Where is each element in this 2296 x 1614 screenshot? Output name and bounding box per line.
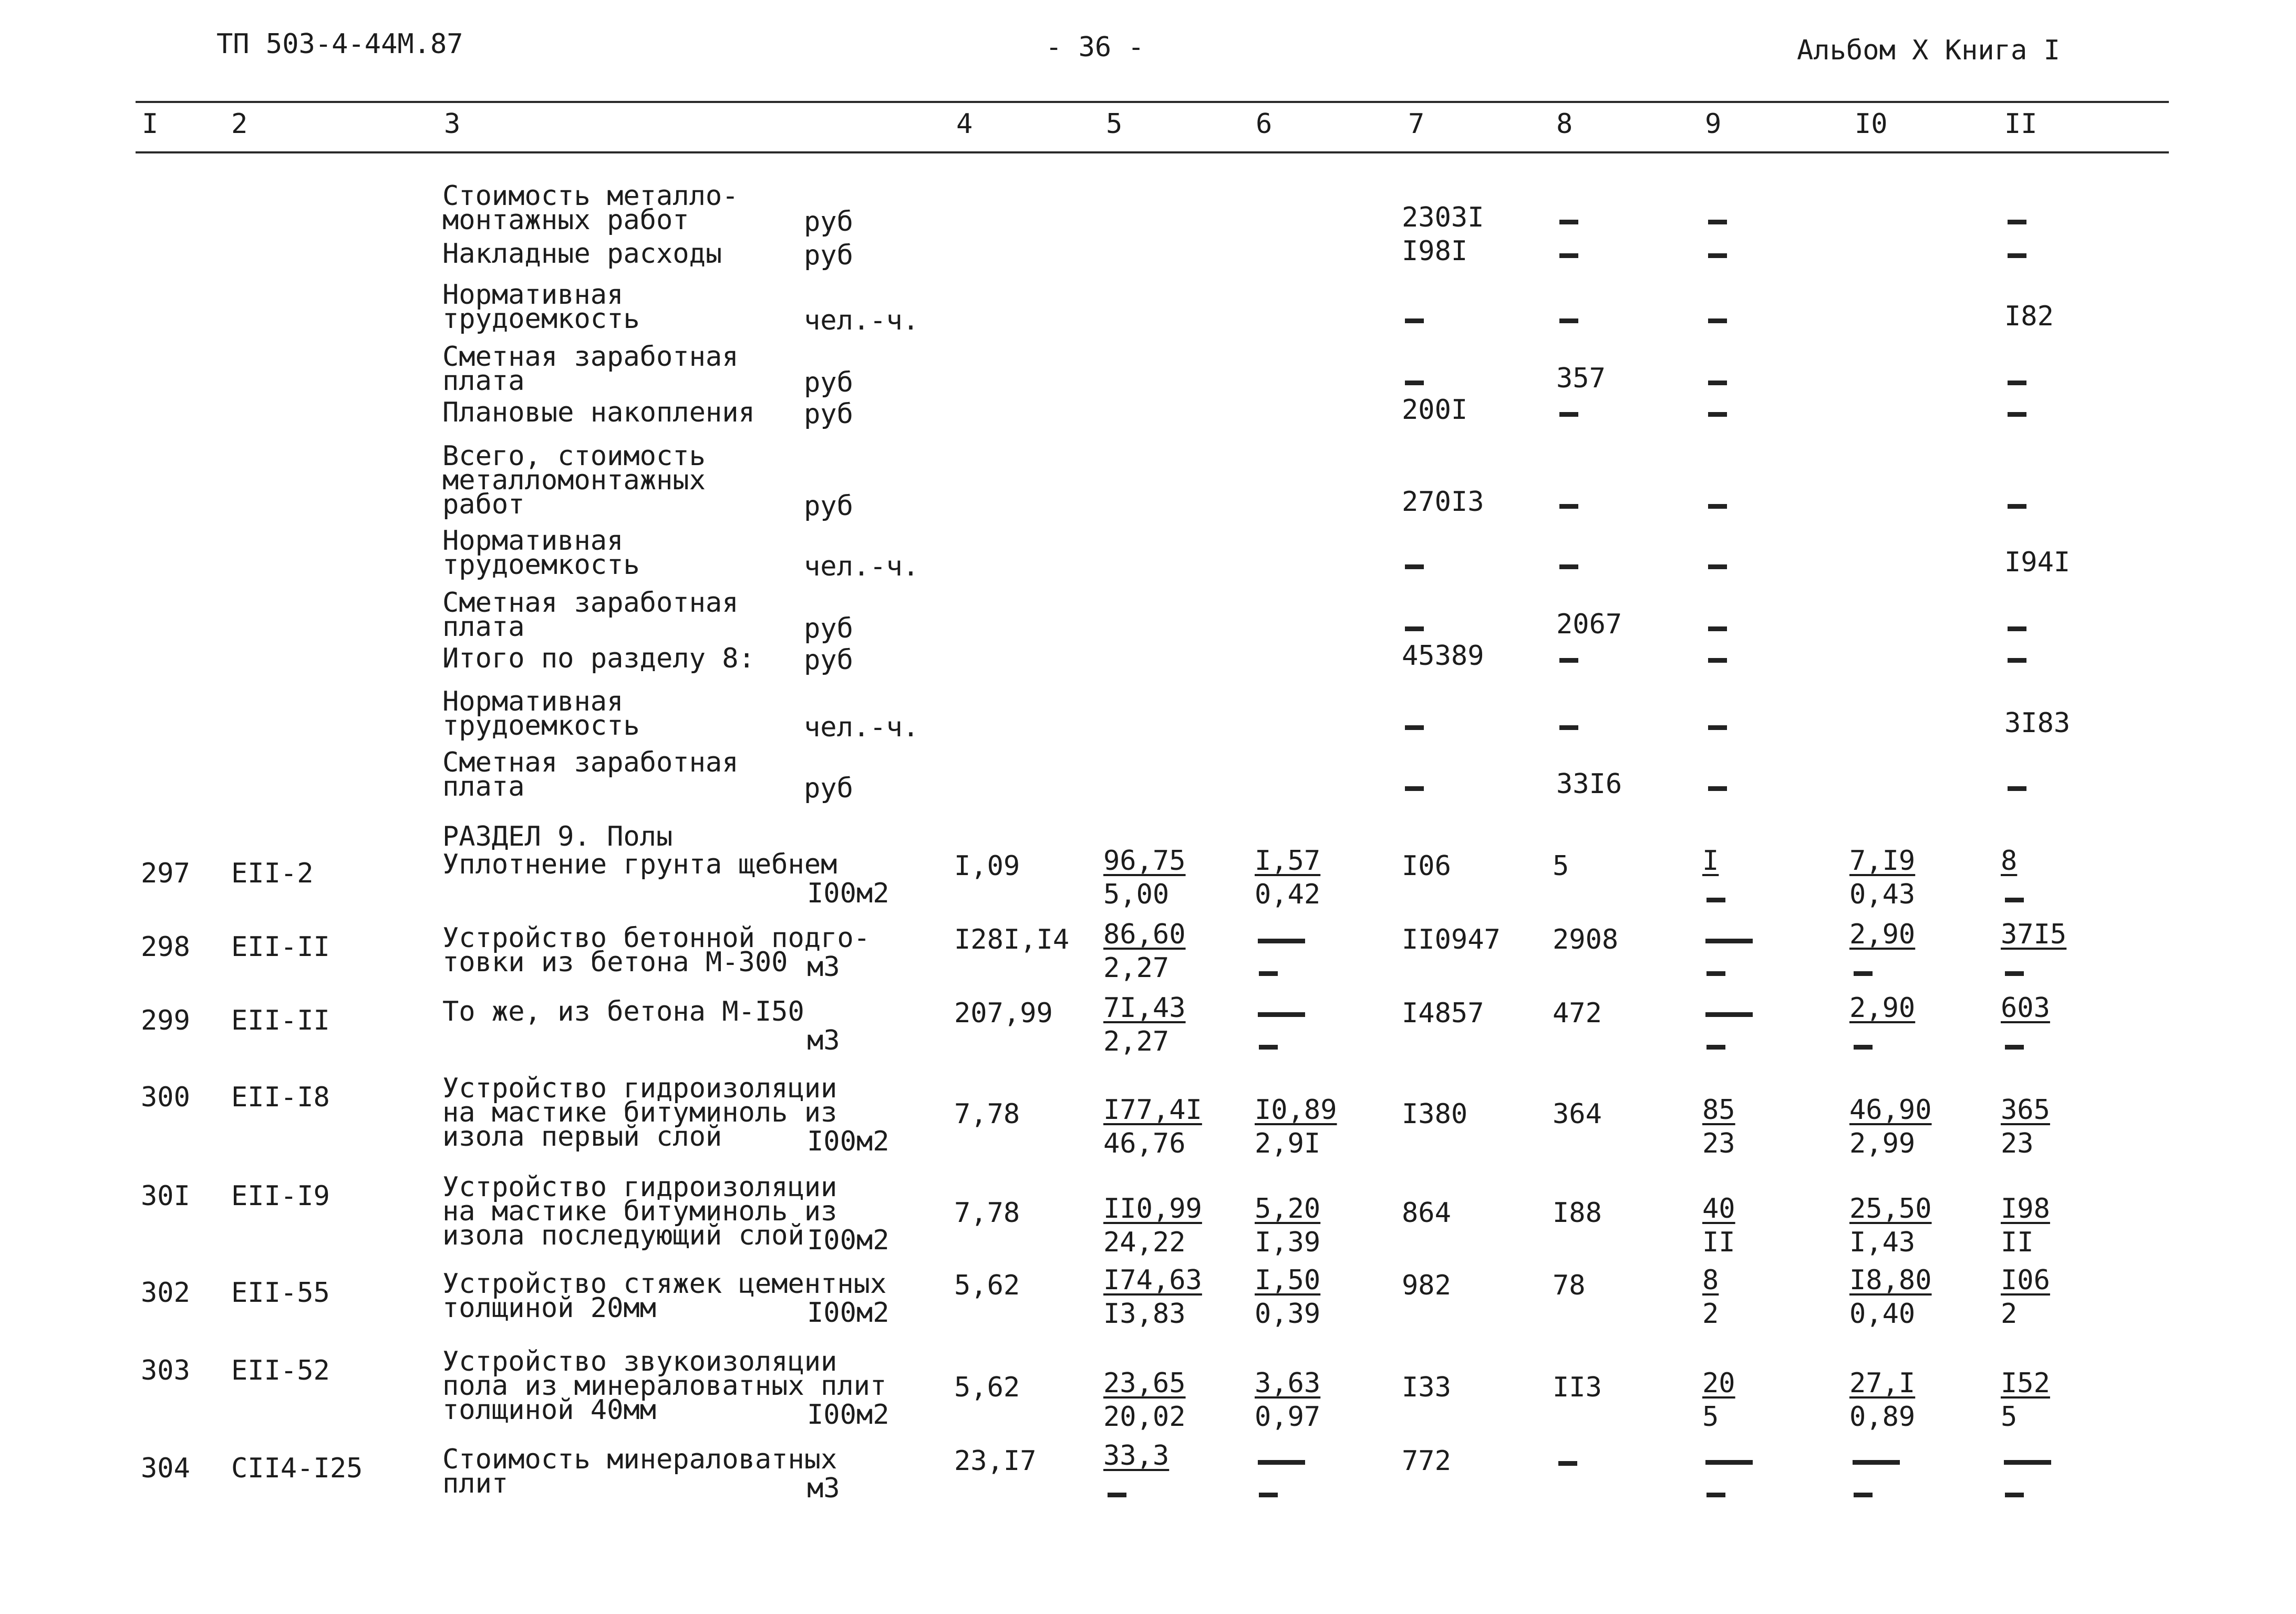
column-number-11: II [2004, 108, 2038, 140]
row-code: EII-II [231, 931, 330, 963]
dash-mark [1708, 220, 1727, 224]
dash-mark [1559, 253, 1578, 258]
fraction-denominator-c5: 5,00 [1103, 879, 1170, 910]
fraction-numerator-c11: 37I5 [2001, 919, 2067, 950]
header-rule-bottom [136, 151, 2169, 153]
fraction-denominator-c5: 24,22 [1103, 1227, 1186, 1258]
dash-mark [1707, 898, 1725, 902]
summary-unit: руб [804, 206, 853, 238]
summary-value-c8: 2067 [1556, 609, 1622, 640]
fraction-numerator-c6: I0,89 [1255, 1094, 1337, 1126]
summary-value-c8: 357 [1556, 363, 1606, 394]
dash-mark [1405, 318, 1424, 323]
row-number: 30I [141, 1180, 190, 1212]
dash-mark [1707, 971, 1725, 976]
row-unit: I00м2 [807, 1225, 890, 1256]
row-total-cost: I4857 [1402, 998, 1484, 1029]
fraction-denominator-c11: 2 [2001, 1298, 2018, 1330]
fraction-numerator-c6: I,57 [1255, 845, 1321, 877]
summary-label: Всего, стоимость металломонтажных работ [442, 440, 706, 520]
row-quantity: 7,78 [954, 1197, 1020, 1229]
row-code: EII-I8 [231, 1082, 330, 1113]
dash-mark [1259, 971, 1278, 976]
fraction-numerator-c10: 2,90 [1849, 992, 1916, 1024]
summary-label: Нормативная трудоемкость [442, 525, 640, 581]
summary-value-c11: I82 [2004, 301, 2054, 332]
row-quantity: 5,62 [954, 1372, 1020, 1403]
fraction-denominator-c10: 2,99 [1849, 1128, 1916, 1159]
fraction-denominator-c11: 23 [2001, 1128, 2034, 1159]
row-total-cost: 864 [1402, 1197, 1451, 1229]
row-name: Устройство звукоизоляции пола из минераловатных плит толщиной 40мм [442, 1346, 887, 1426]
fraction-numerator-c5: 96,75 [1103, 845, 1186, 877]
column-number-9: 9 [1705, 108, 1722, 140]
summary-label: Стоимость металло- монтажных работ [442, 180, 739, 236]
dash-mark [2008, 786, 2026, 791]
row-total-cost: I06 [1402, 850, 1451, 882]
fraction-dash [1705, 939, 1753, 943]
row-unit: I00м2 [807, 1399, 890, 1431]
summary-value-c7: 200I [1402, 394, 1468, 426]
row-name: Устройство бетонной подго- товки из бетона М-300 [442, 922, 870, 978]
fraction-denominator-c11: II [2001, 1227, 2034, 1258]
fraction-denominator-c9: 5 [1702, 1401, 1719, 1433]
fraction-numerator-c5: II0,99 [1103, 1193, 1202, 1225]
fraction-denominator-c10: 0,43 [1849, 879, 1916, 910]
summary-unit: руб [804, 644, 853, 676]
dash-mark [1708, 381, 1727, 385]
row-total-cost: I33 [1402, 1372, 1451, 1403]
row-unit: I00м2 [807, 1297, 890, 1329]
summary-value-c7: 270I3 [1402, 486, 1484, 518]
dash-mark [1708, 318, 1727, 323]
fraction-numerator-c10: 2,90 [1849, 919, 1916, 950]
row-code: EII-2 [231, 858, 314, 889]
summary-unit: руб [804, 398, 853, 430]
fraction-denominator-c11: 5 [2001, 1401, 2018, 1433]
dash-mark [1559, 504, 1578, 509]
row-quantity: 23,I7 [954, 1445, 1037, 1477]
column-number-2: 2 [231, 108, 248, 140]
summary-label: Сметная заработная плата [442, 747, 739, 803]
fraction-numerator-c11: I98 [2001, 1193, 2050, 1225]
fraction-dash [1258, 1012, 1305, 1017]
row-quantity: 5,62 [954, 1270, 1020, 1301]
dash-mark [1559, 658, 1578, 663]
fraction-numerator-c10: 27,I [1849, 1368, 1916, 1399]
fraction-dash [1258, 939, 1305, 943]
column-number-1: I [142, 108, 159, 140]
fraction-denominator-c10: 0,89 [1849, 1401, 1916, 1433]
row-name: Устройство гидроизоляции на мастике битуминоль из изола последующий слой [442, 1171, 837, 1251]
dash-mark [1259, 1045, 1278, 1050]
column-number-8: 8 [1556, 108, 1573, 140]
row-code: EII-I9 [231, 1180, 330, 1212]
summary-label: Нормативная трудоемкость [442, 686, 640, 742]
row-code: EII-55 [231, 1277, 330, 1309]
fraction-denominator-c5: 46,76 [1103, 1128, 1186, 1159]
summary-unit: чел.-ч. [804, 551, 919, 582]
fraction-denominator-c9: 23 [1702, 1128, 1735, 1159]
row-total-cost: II0947 [1402, 924, 1501, 955]
row-wages: I88 [1553, 1197, 1602, 1229]
fraction-numerator-c5: I77,4I [1103, 1094, 1202, 1126]
fraction-numerator-c10: 25,50 [1849, 1193, 1932, 1225]
dash-mark [1559, 412, 1578, 417]
fraction-numerator-c9: 40 [1702, 1193, 1735, 1225]
dash-mark [1405, 626, 1424, 631]
summary-label: Накладные расходы [442, 238, 722, 270]
dash-mark [2005, 971, 2024, 976]
fraction-denominator-c10: I,43 [1849, 1227, 1916, 1258]
row-name: Стоимость минераловатных плит [442, 1444, 837, 1499]
row-wages: 5 [1553, 850, 1569, 882]
dash-mark [2005, 898, 2024, 902]
dash-mark [2008, 412, 2026, 417]
row-code: EII-52 [231, 1355, 330, 1386]
row-name: Устройство гидроизоляции на мастике битуминоль из изола первый слой [442, 1073, 837, 1153]
row-wages: 2908 [1553, 924, 1619, 955]
summary-label: Плановые накопления [442, 397, 755, 428]
row-total-cost: I380 [1402, 1098, 1468, 1130]
fraction-numerator-c10: 7,I9 [1849, 845, 1916, 877]
summary-unit: руб [804, 240, 853, 271]
fraction-numerator-c5: 86,60 [1103, 919, 1186, 950]
fraction-denominator-c5: I3,83 [1103, 1298, 1186, 1330]
fraction-denominator-c6: 2,9I [1255, 1128, 1321, 1159]
dash-mark [1854, 971, 1873, 976]
dash-mark [1854, 1493, 1873, 1497]
fraction-dash [1705, 1460, 1753, 1465]
fraction-denominator-c6: 0,97 [1255, 1401, 1321, 1433]
row-name: То же, из бетона М-I50 [442, 996, 804, 1027]
fraction-numerator-c6: I,50 [1255, 1265, 1321, 1296]
row-unit: I00м2 [807, 1126, 890, 1157]
dash-mark [2008, 658, 2026, 663]
dash-mark [2005, 1045, 2024, 1050]
fraction-dash [1853, 1460, 1900, 1465]
fraction-numerator-c11: 365 [2001, 1094, 2050, 1126]
row-quantity: 7,78 [954, 1098, 1020, 1130]
dash-mark [1708, 253, 1727, 258]
summary-label: Итого по разделу 8: [442, 643, 755, 674]
column-number-7: 7 [1408, 108, 1425, 140]
row-quantity: I28I,I4 [954, 924, 1070, 955]
fraction-numerator-c6: 3,63 [1255, 1368, 1321, 1399]
row-number: 302 [141, 1277, 190, 1309]
row-unit: I00м2 [807, 878, 890, 909]
fraction-numerator-c5: 23,65 [1103, 1368, 1186, 1399]
row-code: EII-II [231, 1005, 330, 1036]
fraction-numerator-c11: 603 [2001, 992, 2050, 1024]
dash-mark [2008, 504, 2026, 509]
dash-mark [2008, 220, 2026, 224]
fraction-numerator-c11: I06 [2001, 1265, 2050, 1296]
fraction-denominator-c6: 0,39 [1255, 1298, 1321, 1330]
summary-unit: руб [804, 773, 853, 804]
dash-mark [2008, 626, 2026, 631]
fraction-dash [2004, 1460, 2051, 1465]
summary-label: Сметная заработная плата [442, 341, 739, 397]
dash-mark [1708, 412, 1727, 417]
dash-mark [1708, 504, 1727, 509]
doc-code: ТП 503-4-44М.87 [216, 28, 463, 60]
dash-mark [1405, 381, 1424, 385]
page-number: - 36 - [1046, 32, 1144, 63]
dash-mark [1559, 220, 1578, 224]
fraction-numerator-c5: 7I,43 [1103, 992, 1186, 1024]
dash-mark [2008, 381, 2026, 385]
row-name: Уплотнение грунта щебнем [442, 849, 837, 880]
fraction-numerator-c6: 5,20 [1255, 1193, 1321, 1225]
row-wages: 364 [1553, 1098, 1602, 1130]
fraction-numerator-c10: I8,80 [1849, 1265, 1932, 1296]
summary-unit: руб [804, 613, 853, 644]
row-wages: 78 [1553, 1270, 1586, 1301]
column-number-10: I0 [1855, 108, 1888, 140]
dash-mark [1708, 564, 1727, 569]
header-rule-top [136, 101, 2169, 103]
summary-label: Сметная заработная плата [442, 587, 739, 643]
dash-mark [1708, 725, 1727, 730]
row-number: 303 [141, 1355, 190, 1386]
fraction-denominator-c5: 2,27 [1103, 1026, 1170, 1057]
summary-unit: руб [804, 367, 853, 398]
dash-mark [1707, 1493, 1725, 1497]
row-wages: 472 [1553, 998, 1602, 1029]
fraction-denominator-c6: 0,42 [1255, 879, 1321, 910]
row-code: CII4-I25 [231, 1453, 363, 1484]
summary-label: Нормативная трудоемкость [442, 279, 640, 335]
fraction-numerator-c11: 8 [2001, 845, 2018, 877]
fraction-numerator-c9: I [1702, 845, 1719, 877]
row-number: 304 [141, 1453, 190, 1484]
dash-mark [1405, 564, 1424, 569]
fraction-denominator-c9: II [1702, 1227, 1735, 1258]
fraction-numerator-c10: 46,90 [1849, 1094, 1932, 1126]
summary-unit: чел.-ч. [804, 305, 919, 336]
summary-value-c7: 45389 [1402, 640, 1484, 672]
row-total-cost: 982 [1402, 1270, 1451, 1301]
row-name: Устройство стяжек цементных толщиной 20мм [442, 1268, 887, 1324]
row-quantity: I,09 [954, 850, 1020, 882]
fraction-denominator-c9: 2 [1702, 1298, 1719, 1330]
row-quantity: 207,99 [954, 998, 1053, 1029]
row-number: 297 [141, 858, 190, 889]
summary-unit: чел.-ч. [804, 712, 919, 743]
row-unit: м3 [807, 1025, 840, 1056]
summary-value-c7: I98I [1402, 235, 1468, 267]
dash-mark [1707, 1045, 1725, 1050]
fraction-denominator-c5: 2,27 [1103, 952, 1170, 984]
row-unit: м3 [807, 951, 840, 983]
summary-unit: руб [804, 490, 853, 522]
row-number: 298 [141, 931, 190, 963]
dash-mark [1708, 626, 1727, 631]
fraction-dash [1258, 1460, 1305, 1465]
fraction-denominator-c10: 0,40 [1849, 1298, 1916, 1330]
fraction-denominator-c6: I,39 [1255, 1227, 1321, 1258]
row-wages: II3 [1553, 1372, 1602, 1403]
summary-value-c11: 3I83 [2004, 707, 2071, 739]
row-number: 299 [141, 1005, 190, 1036]
column-number-6: 6 [1256, 108, 1273, 140]
dash-mark [1405, 725, 1424, 730]
dash-mark [1559, 564, 1578, 569]
dash-mark [1559, 318, 1578, 323]
column-number-5: 5 [1106, 108, 1123, 140]
summary-value-c11: I94I [2004, 547, 2071, 578]
dash-mark [1708, 786, 1727, 791]
dash-mark [1405, 786, 1424, 791]
summary-value-c7: 2303I [1402, 202, 1484, 233]
album-label: Альбом X Книга I [1797, 35, 2060, 66]
section-title: РАЗДЕЛ 9. Полы [442, 821, 673, 852]
row-total-cost: 772 [1402, 1445, 1451, 1477]
dash-mark [2008, 253, 2026, 258]
dash-mark [2005, 1493, 2024, 1497]
dash-mark [1259, 1493, 1278, 1497]
dash-mark [1559, 725, 1578, 730]
summary-value-c8: 33I6 [1556, 768, 1622, 800]
fraction-denominator-c5: 20,02 [1103, 1401, 1186, 1433]
fraction-numerator-c11: I52 [2001, 1368, 2050, 1399]
column-number-4: 4 [956, 108, 973, 140]
fraction-dash [1705, 1012, 1753, 1017]
fraction-numerator-c5: I74,63 [1103, 1265, 1202, 1296]
fraction-numerator-c9: 20 [1702, 1368, 1735, 1399]
dash-mark [1108, 1493, 1126, 1497]
row-number: 300 [141, 1082, 190, 1113]
fraction-numerator-c9: 85 [1702, 1094, 1735, 1126]
fraction-numerator-c5: 33,3 [1103, 1440, 1170, 1472]
dash-mark [1708, 658, 1727, 663]
row-unit: м3 [807, 1473, 840, 1504]
dash-mark [1854, 1045, 1873, 1050]
column-number-3: 3 [444, 108, 461, 140]
fraction-numerator-c9: 8 [1702, 1265, 1719, 1296]
dash-mark [1558, 1461, 1577, 1466]
